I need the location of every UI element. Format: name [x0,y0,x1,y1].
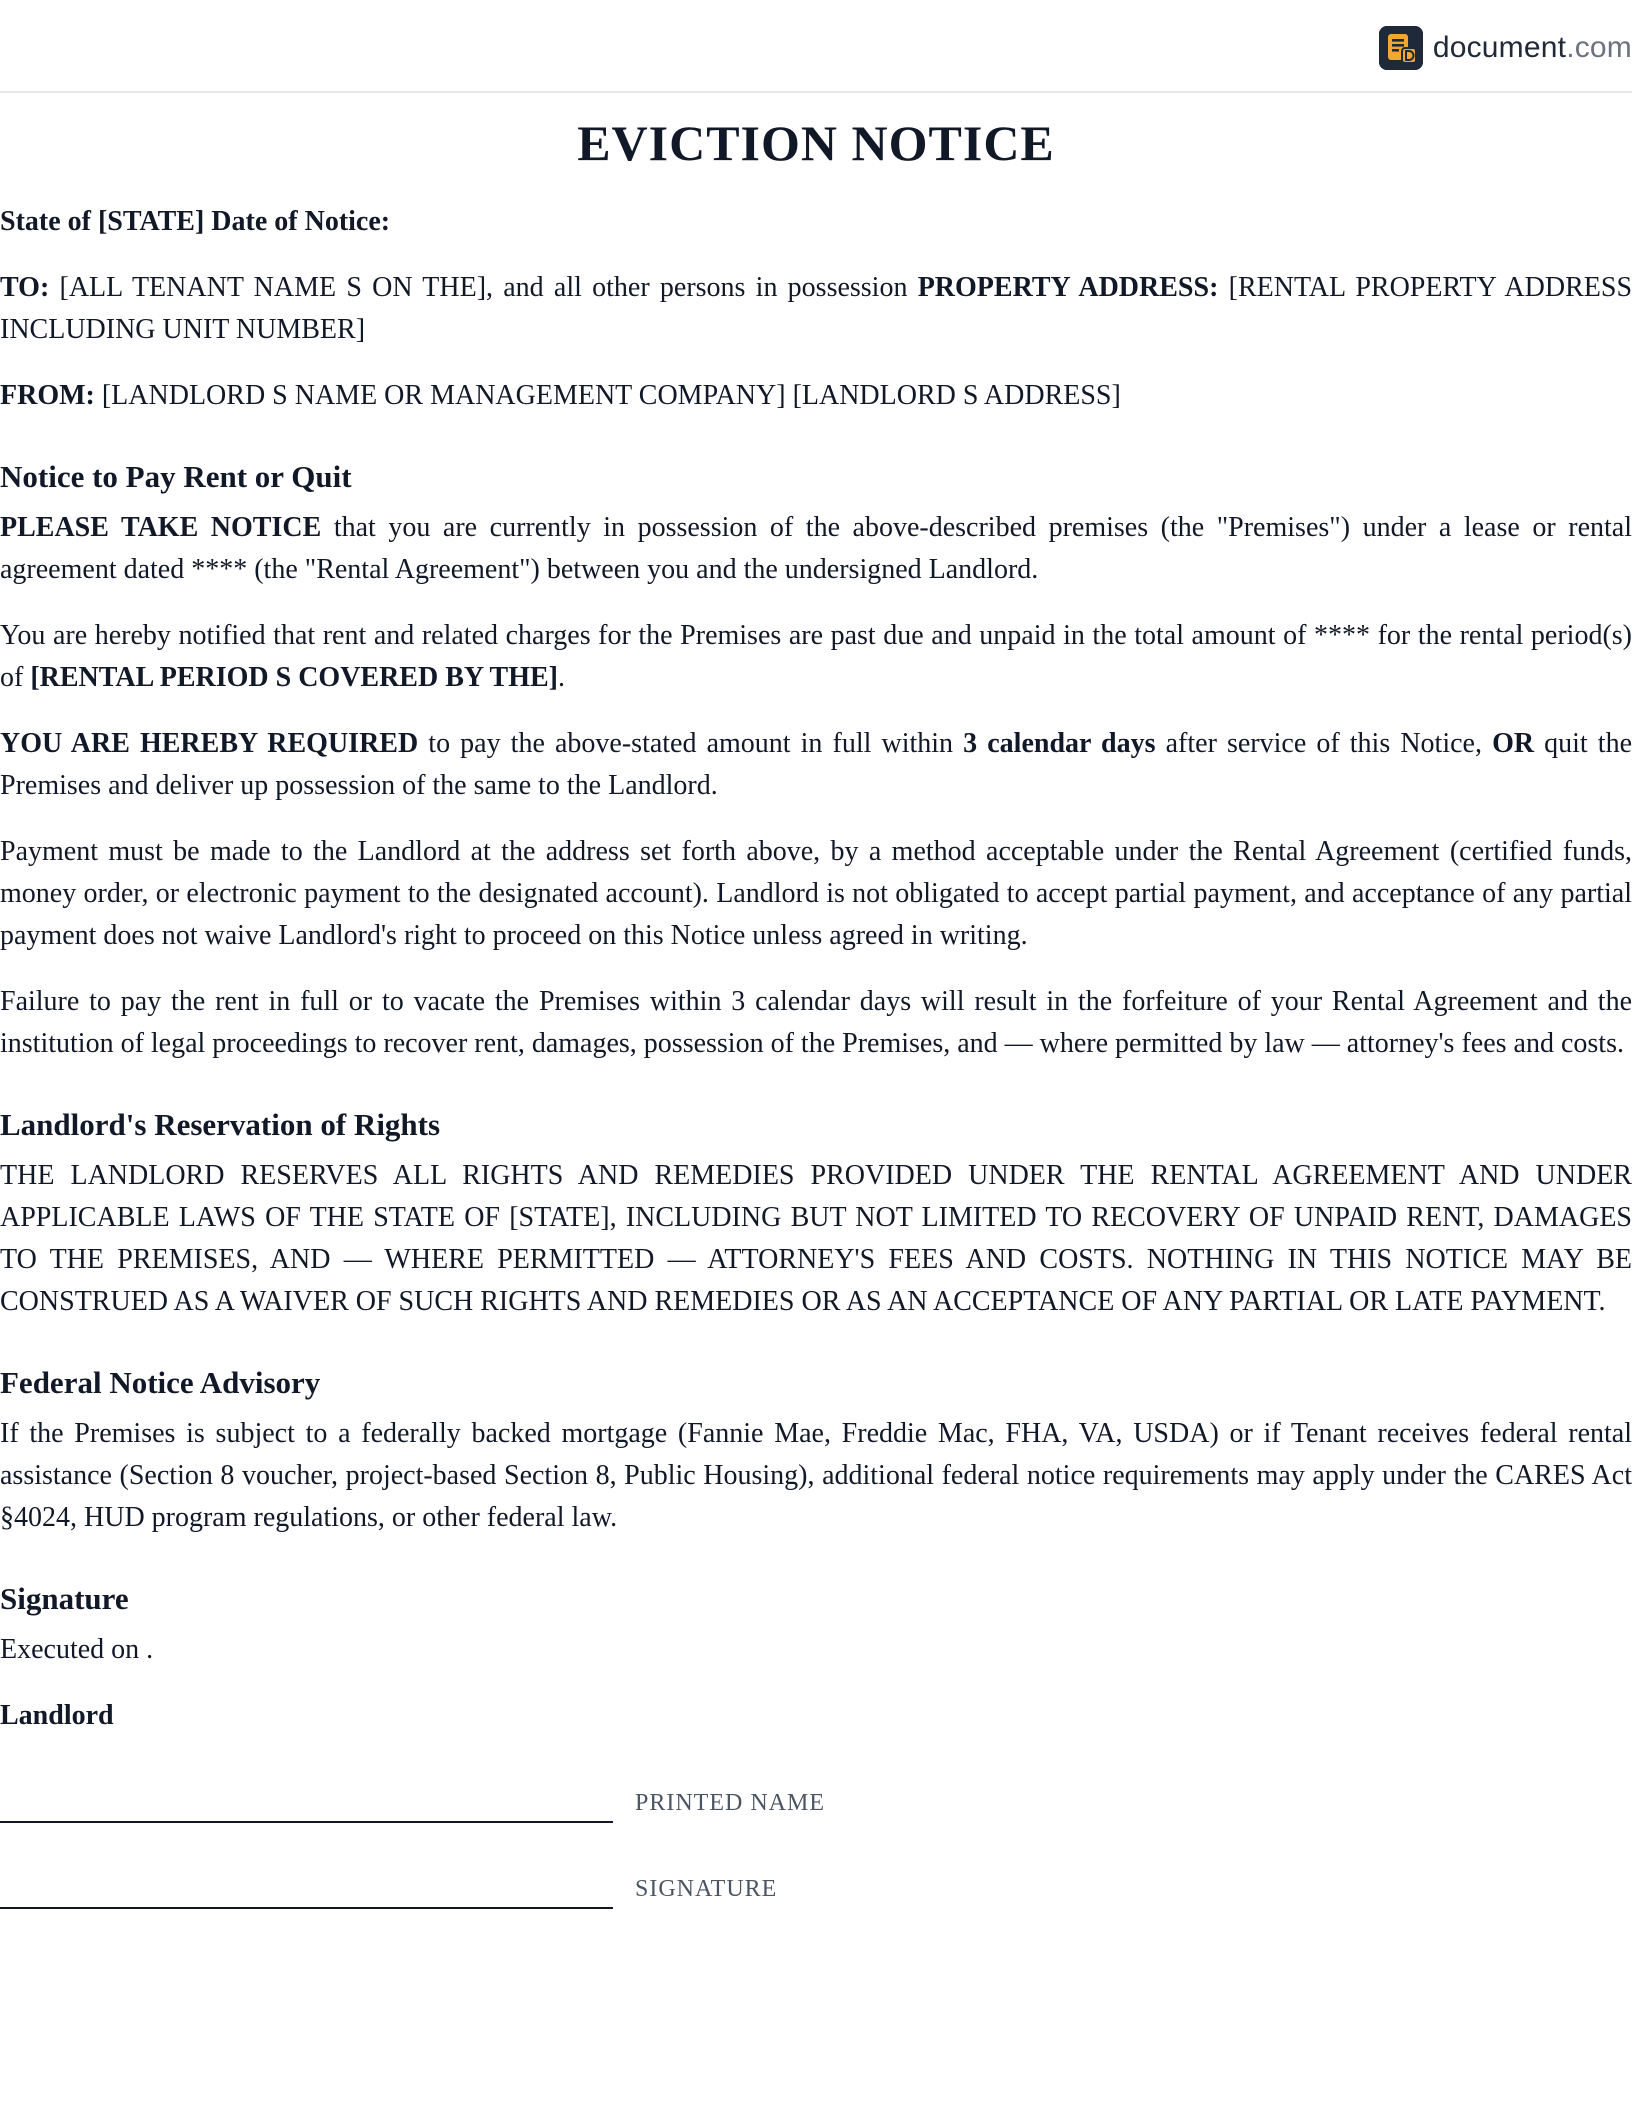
section-heading-signature: Signature [0,1581,129,1616]
signature-caption: SIGNATURE [635,1876,778,1902]
hereby-required-end: quit the Premises and deliver up possession of the same to the Landlord. [0,728,1632,801]
please-take-notice-lead: PLEASE TAKE NOTICE [0,512,322,543]
from-line [0,375,1632,417]
page-header [0,0,1632,93]
signature-row [0,1823,1632,1909]
printed-name-caption: PRINTED NAME [635,1790,825,1816]
paragraph-rent-past-due [0,615,1632,699]
state-label: State of [STATE] [0,206,205,237]
brand-tld: .com [1566,31,1632,64]
to-line [0,267,1632,351]
brand[interactable] [1379,26,1632,70]
paragraph-hereby-required [0,723,1632,807]
calendar-days-bold: 3 calendar days [963,728,1156,759]
paragraph-reservation-of-rights: THE LANDLORD RESERVES ALL RIGHTS AND REMEDIES PROVIDED UNDER THE RENTAL AGREEMENT AND UNDER APPLICABLE LAWS OF THE STATE OF [STATE], INCLUDING BUT NOT LIMITED TO RECOVERY OF UNPAID RENT, DAMAGES TO THE PREMISES, AND — WHERE PERMITTED — ATTORNEY'S FEES AND COSTS. NOTHING IN THIS NOTICE MAY BE CONSTRUED AS A WAIVER OF SUCH RIGHTS AND REMEDIES OR AS AN ACCEPTANCE OF ANY PARTIAL OR LATE PAYMENT. [0,1160,1632,1317]
paragraph-failure-to-pay: Failure to pay the rent in full or to vacate the Premises within 3 calendar days will result in the forfeiture of your Rental Agreement and the institution of legal proceedings to recover rent, damages, possession of the Premises, and — where permitted by law — attorney's fees and costs. [0,986,1632,1059]
printed-name-row [0,1737,1632,1823]
rent-past-due-body: You are hereby notified that rent and related charges for the Premises are past due and unpaid in the total amount of **** for the rental period(s) of [0,620,1632,693]
hereby-required-mid1: to pay the above-stated amount in full within [418,728,964,759]
to-label: TO: [0,272,50,303]
or-bold: OR [1492,728,1535,759]
from-value: [LANDLORD S NAME OR MANAGEMENT COMPANY] [LANDLORD S ADDRESS] [101,380,1121,411]
rent-past-due-end: . [558,662,566,693]
paragraph-please-take-notice [0,507,1632,591]
hereby-required-lead: YOU ARE HEREBY REQUIRED [0,728,419,759]
please-take-notice-body: that you are currently in possession of the above-described premises (the "Premises") under a lease or rental agreement dated **** (the "Rental Agreement") between you and the undersigned Landlord. [0,512,1632,585]
executed-on-line: Executed on . [0,1634,154,1665]
paragraph-federal-advisory: If the Premises is subject to a federally backed mortgage (Fannie Mae, Freddie Mac, FHA, VA, USDA) or if Tenant receives federal rental assistance (Section 8 voucher, project-based Section 8, Public Housing), additional federal notice requirements may apply under the CARES Act §4024, HUD program regulations, or other federal law. [0,1418,1632,1533]
from-label: FROM: [0,380,95,411]
section-heading-federal-advisory: Federal Notice Advisory [0,1365,321,1400]
date-of-notice-label: Date of Notice: [211,206,391,237]
paragraph-payment-terms: Payment must be made to the Landlord at the address set forth above, by a method acceptable under the Rental Agreement (certified funds, money order, or electronic payment to the designated account). Landlord is not obligated to accept partial payment, and acceptance of any partial payment does not waive Landlord's right to proceed on this Notice unless agreed in writing. [0,836,1632,951]
section-heading-pay-or-quit: Notice to Pay Rent or Quit [0,459,352,494]
document-content [0,93,1632,1909]
hereby-required-mid2: after service of this Notice, [1155,728,1493,759]
signature-line[interactable] [0,1907,613,1909]
brand-name: document.com [1432,31,1632,64]
state-line [0,201,1632,243]
rental-period-placeholder: [RENTAL PERIOD S COVERED BY THE] [30,662,559,693]
section-heading-reservation-of-rights: Landlord's Reservation of Rights [0,1107,441,1142]
signer-party-label: Landlord [0,1700,114,1731]
document-logo-icon [1379,26,1423,70]
document-title: EVICTION NOTICE [577,115,1055,171]
property-address-value: [RENTAL PROPERTY ADDRESS INCLUDING UNIT NUMBER] [0,272,1632,345]
to-value: [ALL TENANT NAME S ON THE], and all other persons in possession [59,272,908,303]
property-address-label: PROPERTY ADDRESS: [917,272,1219,303]
